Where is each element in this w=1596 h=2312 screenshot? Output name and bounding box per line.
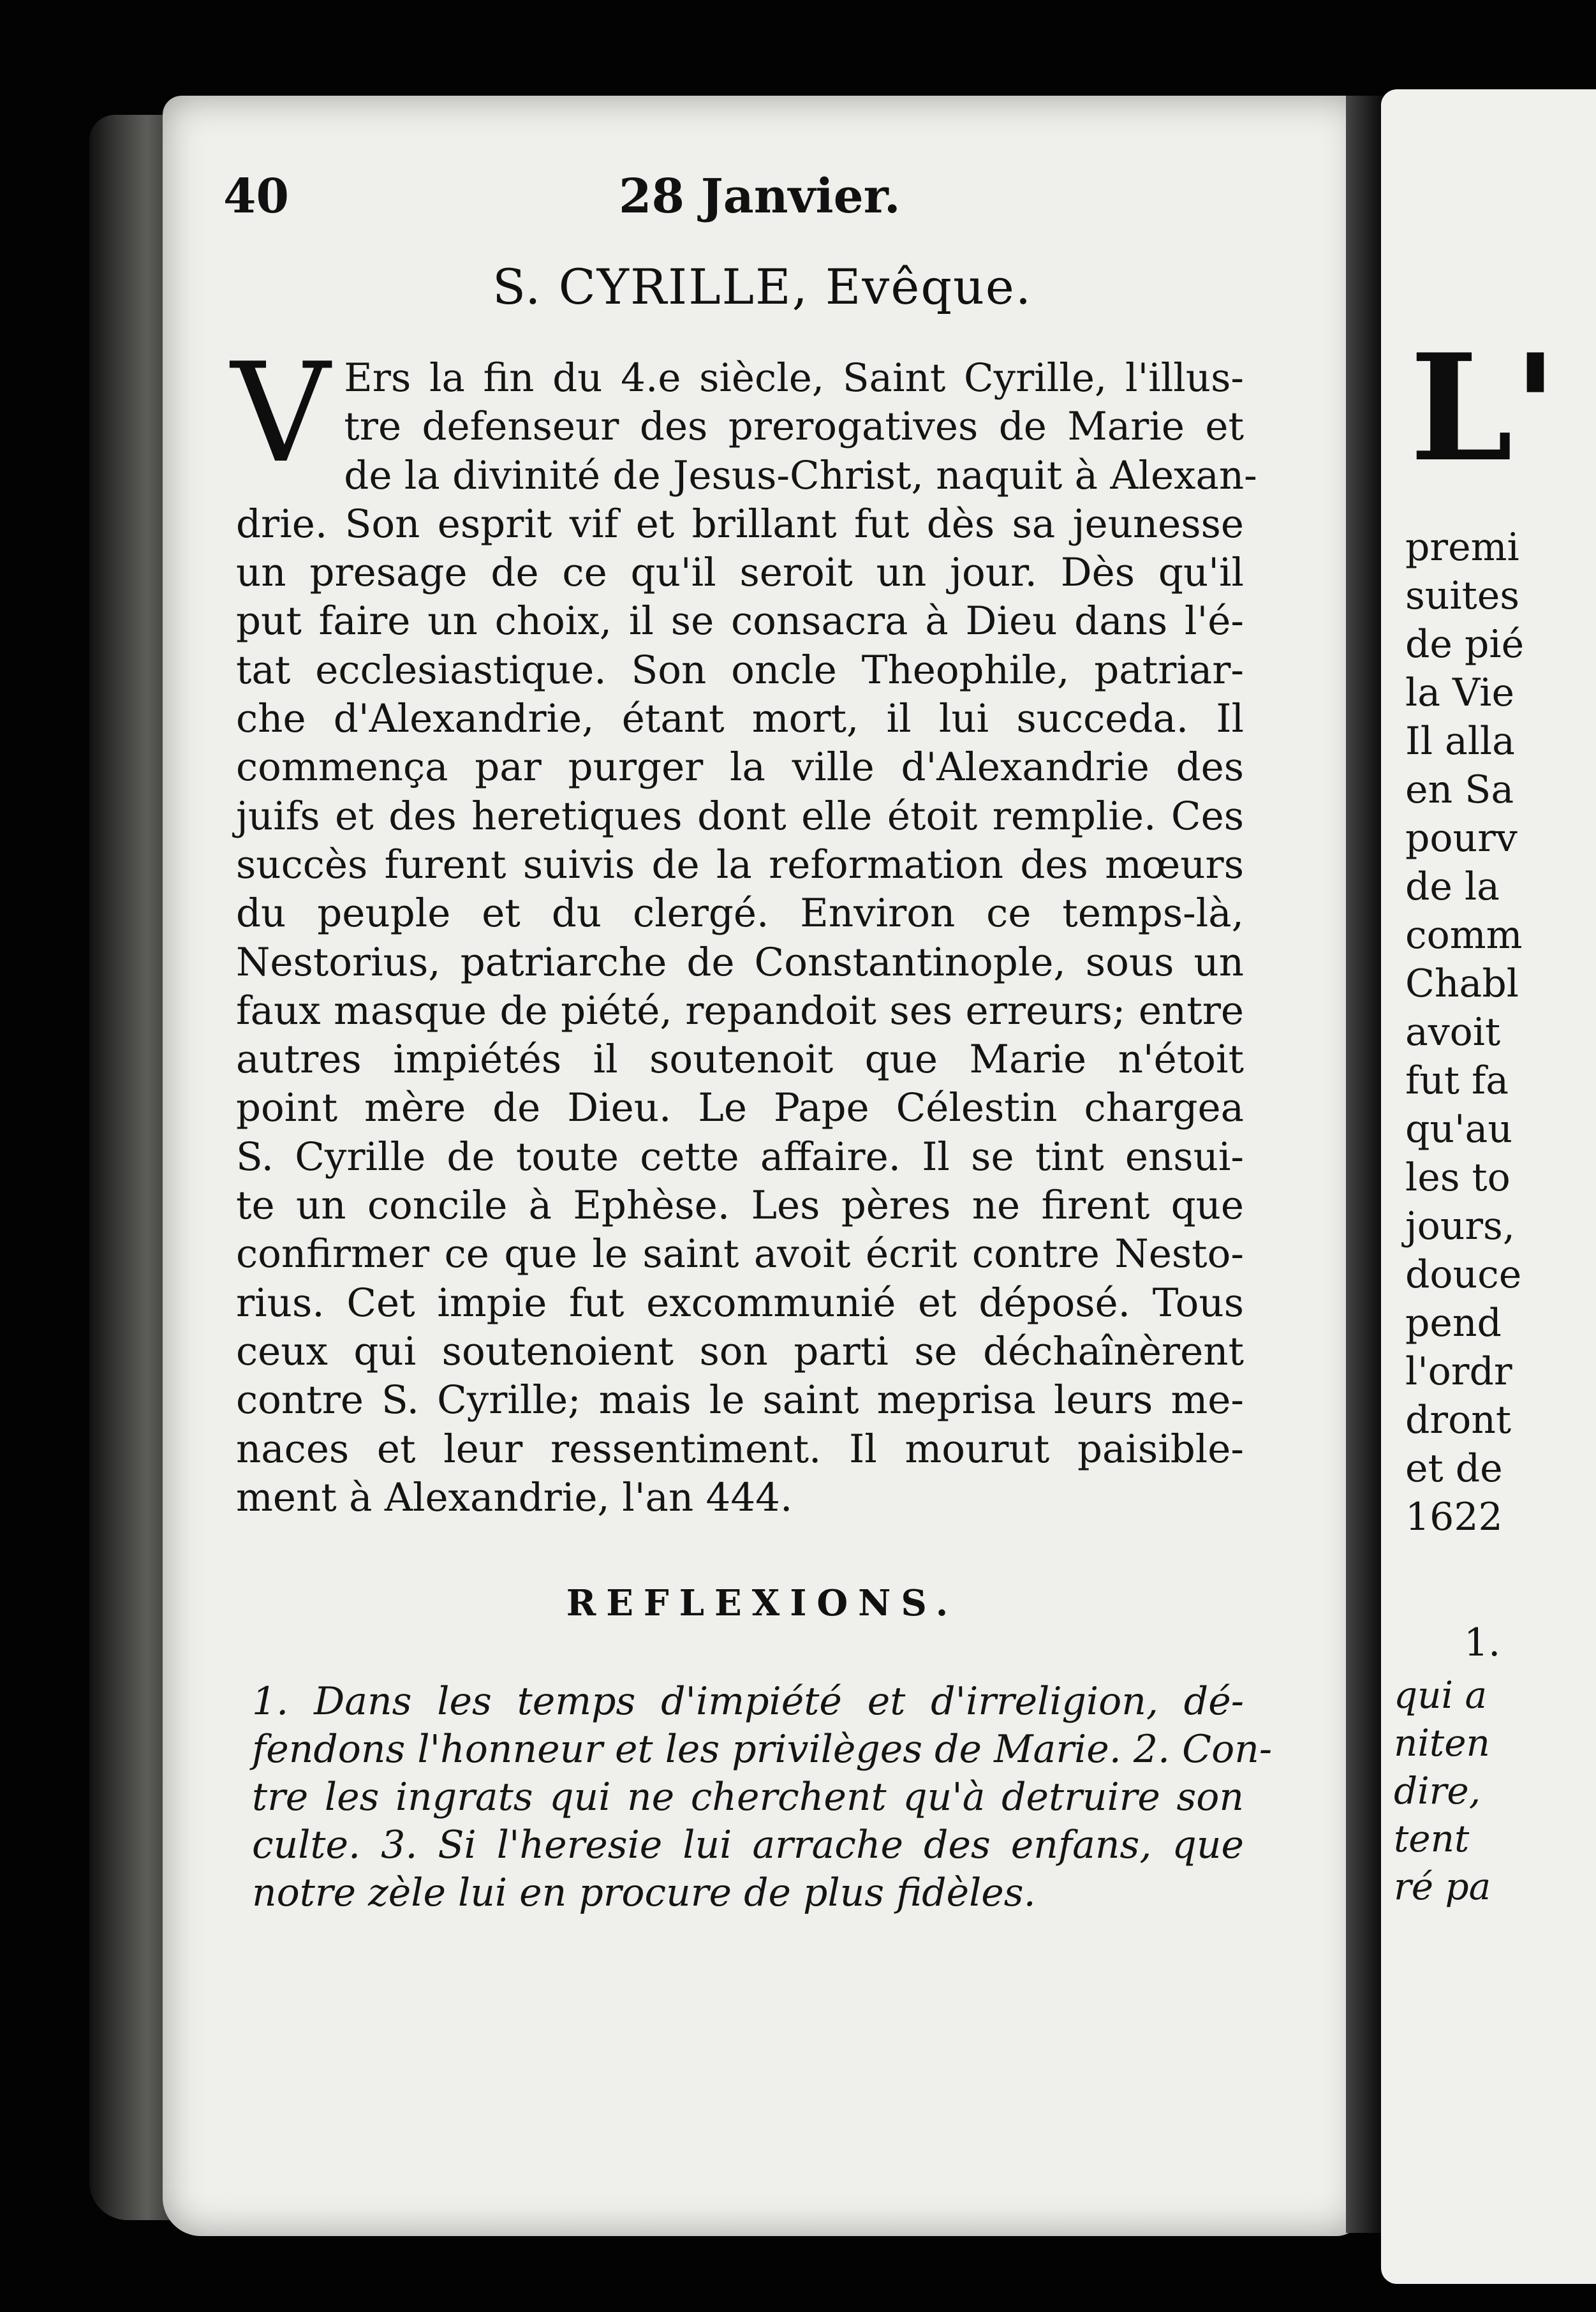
text-fragment: dront bbox=[1405, 1398, 1511, 1442]
body-line: che d'Alexandrie, étant mort, il lui succeda. Il bbox=[236, 696, 1244, 742]
right-page bbox=[1381, 89, 1596, 2284]
text-fragment: l'ordr bbox=[1405, 1349, 1512, 1394]
body-line: succès furent suivis de la reformation des mœurs bbox=[236, 841, 1244, 887]
right-page-text bbox=[1405, 523, 1524, 1541]
body-line: un presage de ce qu'il seroit un jour. Dès qu'il bbox=[236, 550, 1244, 596]
text-fragment: comm bbox=[1405, 913, 1523, 958]
text-fragment: Il alla bbox=[1405, 719, 1515, 764]
page-number: 40 bbox=[223, 169, 289, 224]
reflexion-line: culte. 3. Si l'heresie lui arrache des enfans, que bbox=[252, 1823, 1244, 1867]
text-fragment: premi bbox=[1405, 525, 1519, 570]
body-line: rius. Cet impie fut excommunié et déposé. Tous bbox=[236, 1280, 1244, 1326]
body-line: put faire un choix, il se consacra à Dieu dans l'é- bbox=[236, 598, 1244, 644]
body-line: ment à Alexandrie, l'an 444. bbox=[236, 1474, 793, 1520]
text-fragment: douce bbox=[1405, 1252, 1522, 1297]
body-line: drie. Son esprit vif et brillant fut dès sa jeunesse bbox=[236, 501, 1244, 547]
right-drop-cap: L' bbox=[1410, 322, 1558, 494]
text-fragment: tent bbox=[1394, 1817, 1470, 1860]
text-fragment: qui a bbox=[1394, 1673, 1488, 1717]
text-fragment: qu'au bbox=[1405, 1107, 1512, 1152]
body-line: Ers la fin du 4.e siècle, Saint Cyrille, l'illus- bbox=[344, 355, 1244, 401]
text-fragment: niten bbox=[1394, 1721, 1490, 1765]
body-line: S. Cyrille de toute cette affaire. Il se tint ensui- bbox=[236, 1134, 1244, 1180]
text-fragment: la Vie bbox=[1405, 671, 1515, 715]
body-line: ceux qui soutenoient son parti se déchaînèrent bbox=[236, 1328, 1244, 1374]
text-fragment: suites bbox=[1405, 574, 1520, 618]
reflexions-paragraph bbox=[252, 1678, 1273, 1917]
body-line: tre defenseur des prerogatives de Marie et bbox=[344, 404, 1244, 450]
body-line: autres impiétés il soutenoit que Marie n'étoit bbox=[236, 1037, 1244, 1083]
body-line: de la divinité de Jesus-Christ, naquit à Alexan- bbox=[344, 452, 1257, 498]
drop-cap: V bbox=[231, 333, 330, 493]
body-line: te un concile à Ephèse. Les pères ne firent que bbox=[236, 1183, 1244, 1229]
left-page bbox=[163, 96, 1362, 2236]
body-line: commença par purger la ville d'Alexandrie des bbox=[236, 745, 1244, 790]
running-head-date: 28 Janvier. bbox=[619, 169, 901, 224]
body-line: point mère de Dieu. Le Pape Célestin chargea bbox=[236, 1085, 1244, 1131]
text-fragment: avoit bbox=[1405, 1010, 1501, 1055]
body-line: naces et leur ressentiment. Il mourut paisible- bbox=[236, 1426, 1244, 1472]
right-reflexion-text bbox=[1394, 1671, 1491, 1911]
text-fragment: pourv bbox=[1405, 816, 1518, 861]
body-line: du peuple et du clergé. Environ ce temps-là, bbox=[236, 891, 1244, 937]
reflexion-line: tre les ingrats qui ne cherchent qu'à detruire son bbox=[252, 1775, 1244, 1819]
body-line: tat ecclesiastique. Son oncle Theophile, patriar- bbox=[236, 647, 1244, 693]
chapter-title: S. CYRILLE, Evêque. bbox=[492, 258, 1033, 315]
body-paragraph bbox=[231, 333, 1257, 1522]
text-fragment: de la bbox=[1405, 864, 1500, 909]
body-line: juifs et des heretiques dont elle étoit remplie. Ces bbox=[236, 793, 1244, 839]
reflexion-line: notre zèle lui en procure de plus fidèles. bbox=[252, 1871, 1036, 1915]
text-fragment: ré pa bbox=[1394, 1865, 1491, 1908]
text-fragment: jours, bbox=[1405, 1204, 1515, 1249]
text-fragment: pend bbox=[1405, 1301, 1502, 1345]
body-line: faux masque de piété, repandoit ses erreurs; entre bbox=[236, 988, 1244, 1034]
reflexion-line: 1. Dans les temps d'impiété et d'irreligion, dé- bbox=[252, 1679, 1244, 1724]
text-fragment: 1622 bbox=[1405, 1495, 1503, 1539]
text-fragment: les to bbox=[1405, 1155, 1511, 1200]
text-fragment: dire, bbox=[1394, 1769, 1481, 1812]
reflexions-heading: REFLEXIONS. bbox=[566, 1582, 959, 1624]
text-fragment: en Sa bbox=[1405, 767, 1514, 812]
body-line: confirmer ce que le saint avoit écrit contre Nesto- bbox=[236, 1231, 1244, 1277]
body-line: contre S. Cyrille; mais le saint meprisa leurs me- bbox=[236, 1377, 1244, 1423]
body-line: Nestorius, patriarche de Constantinople, sous un bbox=[236, 939, 1244, 985]
right-reflexion-number: 1. bbox=[1464, 1620, 1501, 1665]
text-fragment: et de bbox=[1405, 1446, 1503, 1491]
text-fragment: Chabl bbox=[1405, 961, 1519, 1006]
reflexion-line: fendons l'honneur et les privilèges de Marie. 2. Con- bbox=[252, 1727, 1273, 1772]
text-fragment: de pié bbox=[1405, 622, 1525, 667]
text-fragment: fut fa bbox=[1405, 1058, 1509, 1103]
